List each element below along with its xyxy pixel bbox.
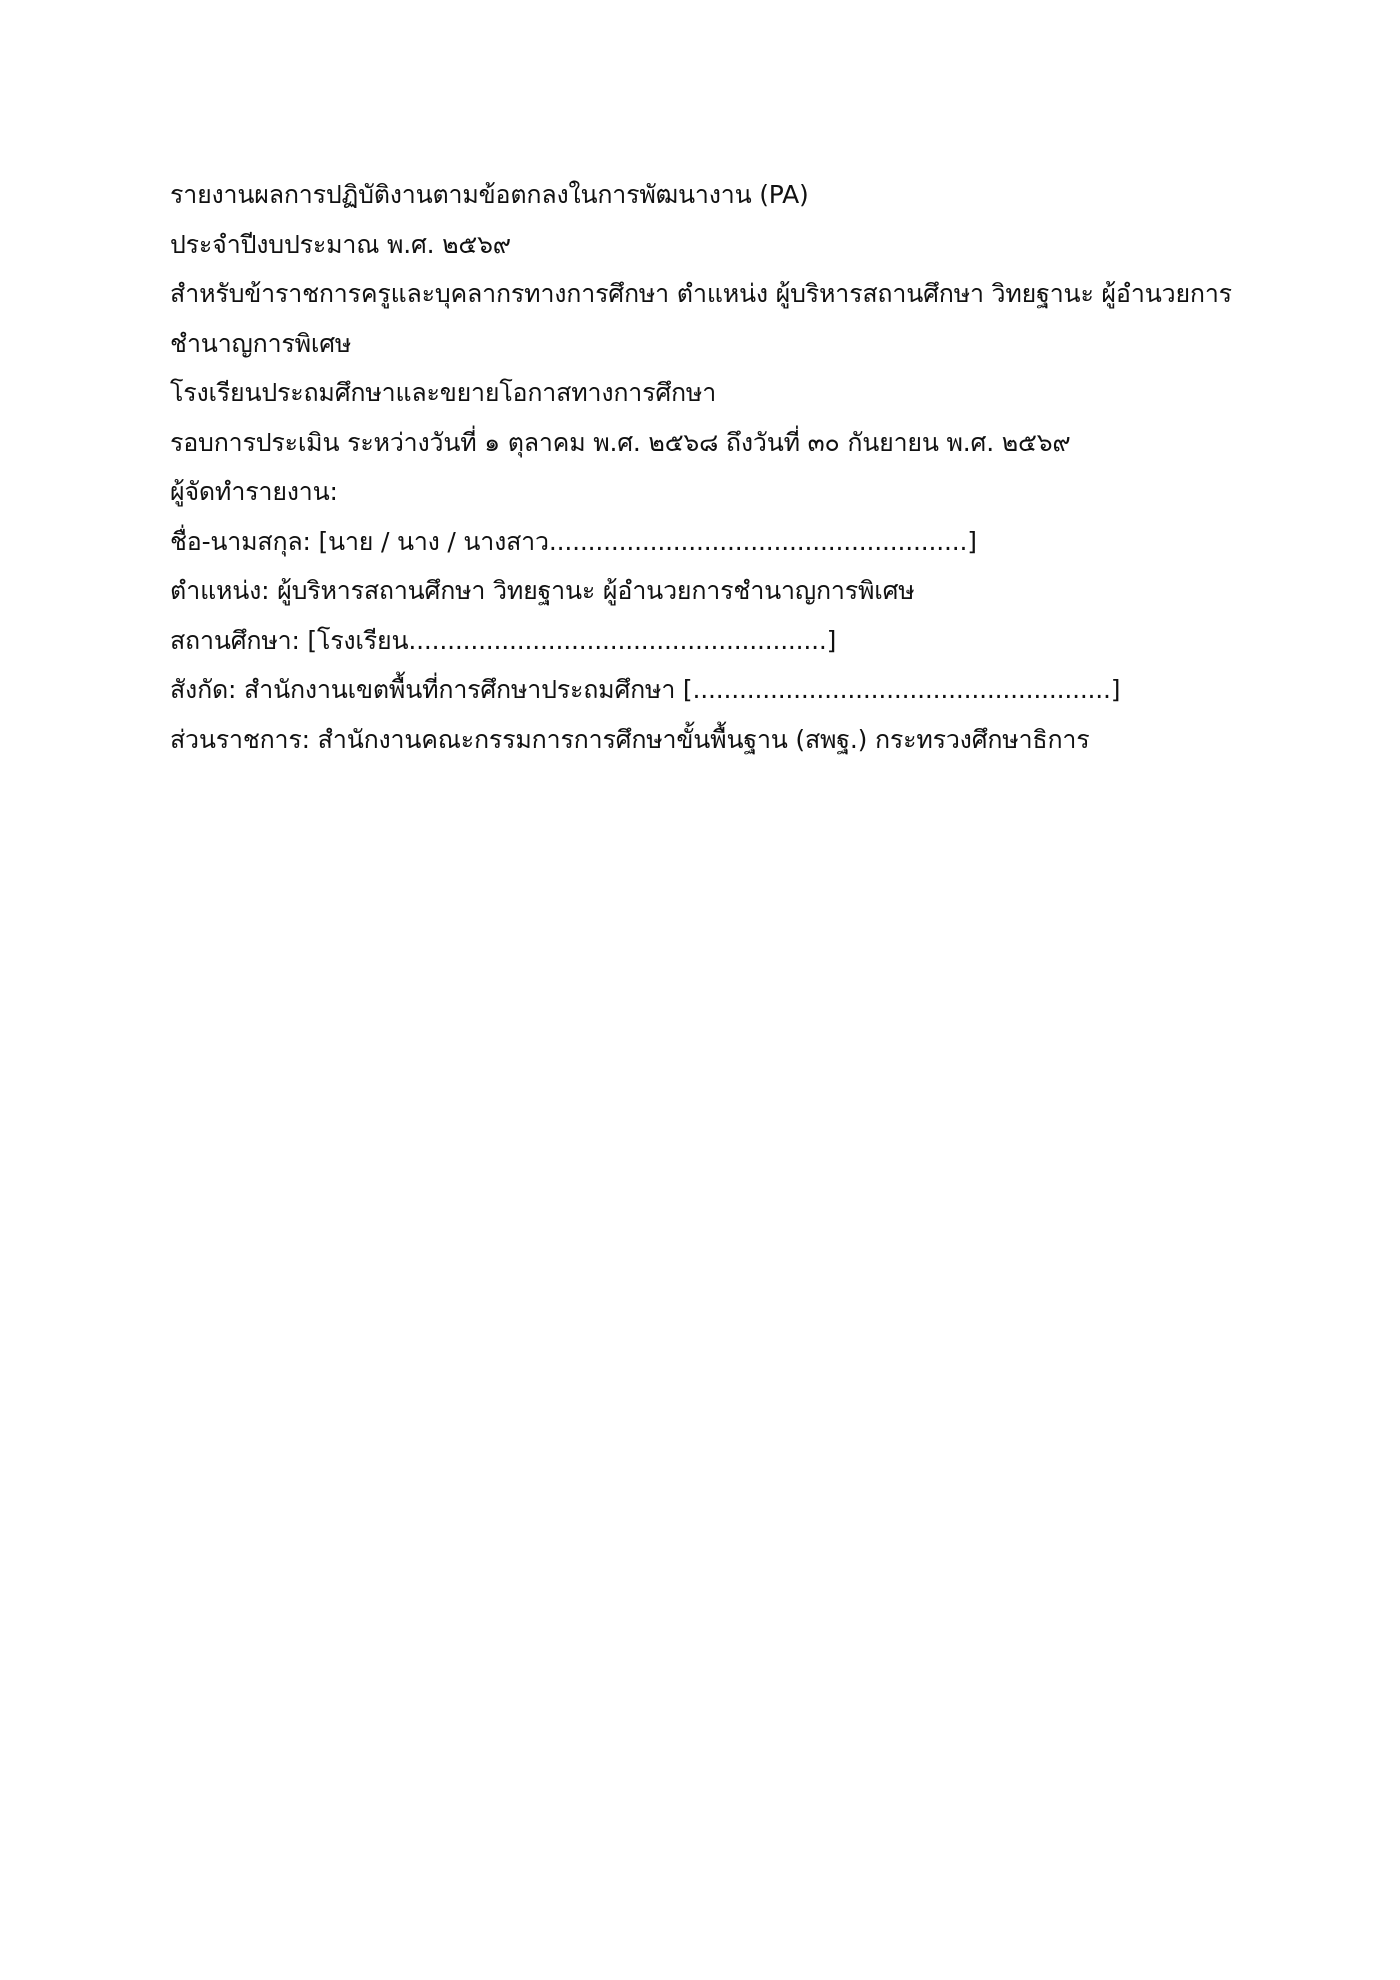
- author-affiliation: สังกัด: สำนักงานเขตพื้นที่การศึกษาประถมศึกษา [......................................................]: [170, 675, 1121, 704]
- fiscal-year: ประจำปีงบประมาณ พ.ศ. ๒๕๖๙: [170, 229, 511, 259]
- government-agency: ส่วนราชการ: สำนักงานคณะกรรมการการศึกษาขั้นพื้นฐาน (สพฐ.) กระทรวงศึกษาธิการ: [170, 724, 1090, 754]
- author-position: ตำแหน่ง: ผู้บริหารสถานศึกษา วิทยฐานะ ผู้อำนวยการชำนาญการพิเศษ: [170, 576, 915, 605]
- target-personnel-continued: ชำนาญการพิเศษ: [170, 328, 352, 358]
- school-type: โรงเรียนประถมศึกษาและขยายโอกาสทางการศึกษา: [170, 378, 717, 407]
- target-personnel: สำหรับข้าราชการครูและบุคลากรทางการศึกษา ตำแหน่ง ผู้บริหารสถานศึกษา วิทยฐานะ ผู้อำนวยการ: [170, 279, 1232, 308]
- assessment-period: รอบการประเมิน ระหว่างวันที่ ๑ ตุลาคม พ.ศ. ๒๕๖๘ ถึงวันที่ ๓๐ กันยายน พ.ศ. ๒๕๖๙: [170, 427, 1071, 457]
- report-title: รายงานผลการปฏิบัติงานตามข้อตกลงในการพัฒนางาน (PA): [170, 180, 809, 209]
- author-heading: ผู้จัดทำรายงาน:: [170, 477, 338, 506]
- report-header-block: [170, 170, 1270, 764]
- author-name: ชื่อ-นามสกุล: [นาย / นาง / นางสาว......................................................]: [170, 526, 977, 556]
- author-school: สถานศึกษา: [โรงเรียน......................................................]: [170, 625, 837, 655]
